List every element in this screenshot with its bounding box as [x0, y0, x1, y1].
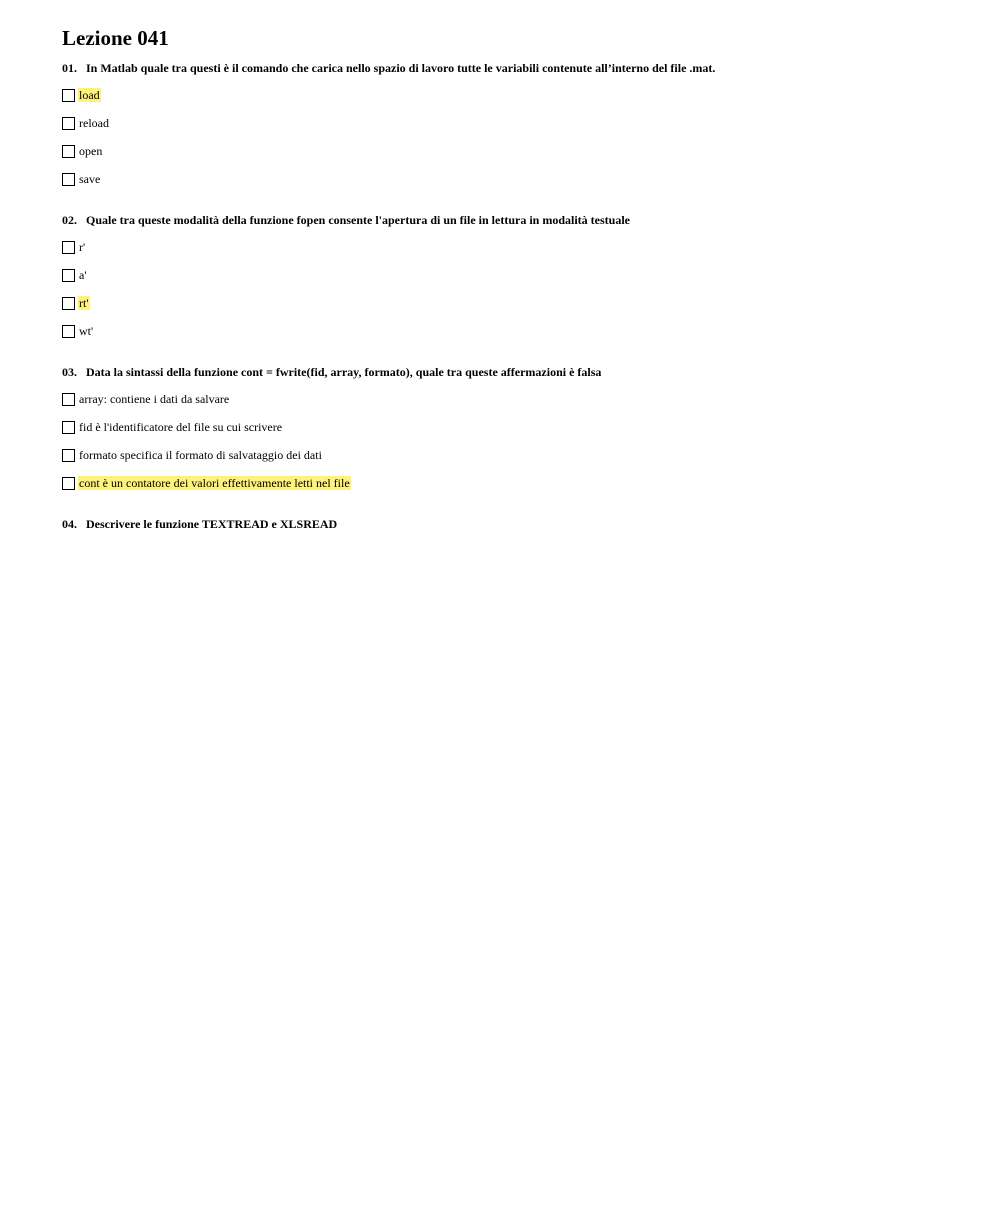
option-item[interactable] [62, 171, 962, 187]
page-title: Lezione 041 [62, 26, 169, 50]
question-02 [62, 213, 962, 339]
checkbox[interactable] [62, 325, 75, 338]
option-label: r' [79, 240, 86, 254]
checkbox[interactable] [62, 477, 75, 490]
option-label: fid è l'identificatore del file su cui scrivere [79, 420, 283, 434]
option-label: array: contiene i dati da salvare [79, 392, 230, 406]
checkbox[interactable] [62, 297, 75, 310]
question-03 [62, 365, 962, 491]
question-prompt: In Matlab quale tra questi è il comando che carica nello spazio di lavoro tutte le variabili contenute all’interno del file .mat. [86, 61, 716, 75]
options-list [62, 239, 962, 339]
option-label: formato specifica il formato di salvataggio dei dati [79, 448, 322, 462]
question-prompt: Descrivere le funzione TEXTREAD e XLSREAD [86, 517, 338, 531]
question-01 [62, 61, 962, 187]
question-text [62, 61, 962, 75]
checkbox[interactable] [62, 449, 75, 462]
question-prompt: Data la sintassi della funzione cont = fwrite(fid, array, formato), quale tra queste affermazioni è falsa [86, 365, 602, 379]
option-item[interactable] [62, 391, 962, 407]
option-item[interactable] [62, 87, 962, 103]
option-item[interactable] [62, 295, 962, 311]
checkbox[interactable] [62, 269, 75, 282]
question-prompt: Quale tra queste modalità della funzione fopen consente l'apertura di un file in lettura in modalità testuale [86, 213, 630, 227]
option-item[interactable] [62, 143, 962, 159]
options-list [62, 391, 962, 491]
question-text [62, 365, 962, 379]
document-page [62, 26, 962, 531]
option-label: wt' [79, 324, 94, 338]
option-item[interactable] [62, 475, 962, 491]
option-label: cont è un contatore dei valori effettivamente letti nel file [79, 476, 350, 490]
checkbox[interactable] [62, 89, 75, 102]
question-text [62, 213, 962, 227]
question-number: 01. [62, 61, 77, 75]
option-item[interactable] [62, 267, 962, 283]
question-number: 03. [62, 365, 77, 379]
option-label: rt' [79, 296, 89, 310]
option-label: reload [79, 116, 109, 130]
options-list [62, 87, 962, 187]
question-text [62, 517, 962, 531]
option-item[interactable] [62, 447, 962, 463]
option-label: open [79, 144, 103, 158]
checkbox[interactable] [62, 241, 75, 254]
checkbox[interactable] [62, 173, 75, 186]
option-item[interactable] [62, 419, 962, 435]
option-item[interactable] [62, 115, 962, 131]
option-label: load [79, 88, 100, 102]
question-number: 02. [62, 213, 77, 227]
option-label: save [79, 172, 101, 186]
checkbox[interactable] [62, 117, 75, 130]
checkbox[interactable] [62, 393, 75, 406]
question-04 [62, 517, 962, 531]
question-number: 04. [62, 517, 77, 531]
option-item[interactable] [62, 323, 962, 339]
checkbox[interactable] [62, 421, 75, 434]
option-label: a' [79, 268, 87, 282]
option-item[interactable] [62, 239, 962, 255]
checkbox[interactable] [62, 145, 75, 158]
